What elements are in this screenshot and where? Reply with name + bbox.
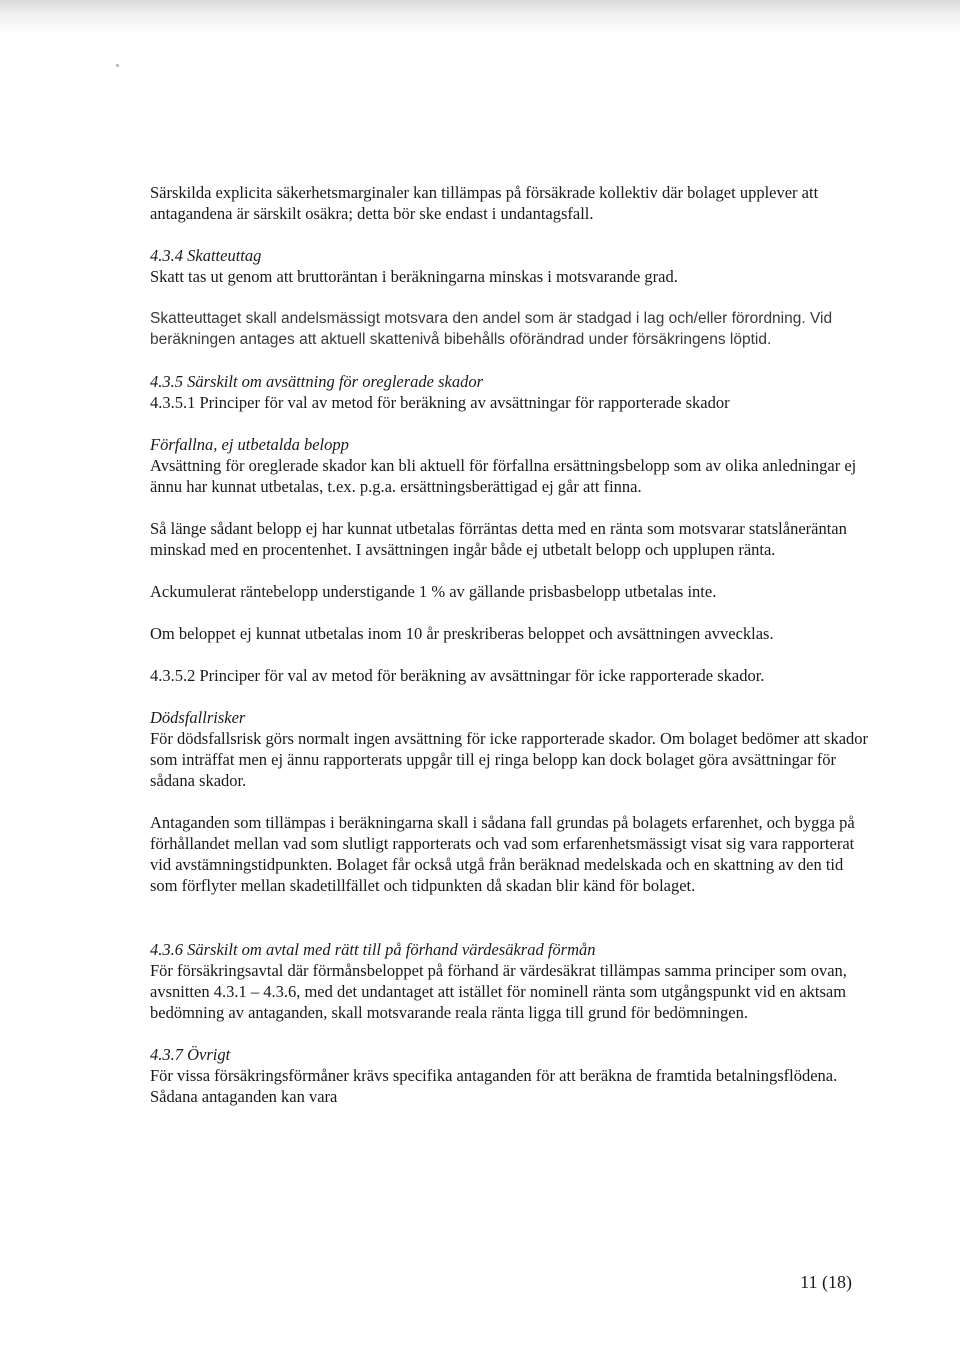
- page-number: 11 (18): [800, 1272, 852, 1292]
- section-4-3-4-body: Skatt tas ut genom att bruttoräntan i beräkningarna minskas i motsvarande grad.: [150, 267, 678, 286]
- section-4-3-6-body: För försäkringsavtal där förmånsbeloppet på förhand är värdesäkrat tillämpas samma principer som ovan, avsnitten 4.3.1 – 4.3.6, med det undantaget att istället för nominell ränta som utgångspunkt vid en aktsam bedömning av antaganden, skall motsvarande reala ränta ligga till grund för bedömningen.: [150, 961, 847, 1022]
- subsection-heading-4-3-5-2: 4.3.5.2 Principer för val av metod för beräkning av avsättningar för icke rapporterade skador.: [150, 666, 765, 685]
- page-content: [150, 182, 870, 1107]
- section-heading-4-3-4: 4.3.4 Skatteuttag: [150, 246, 262, 265]
- scan-edge: [0, 0, 960, 34]
- dodsfall-paragraph: För dödsfallsrisk görs normalt ingen avsättning för icke rapporterade skador. Om bolaget bedömer att skador som inträffat men ej ännu rapporterats uppgår till ej ringa belopp kan dock bolaget göra avsättningar för sådana skador.: [150, 729, 869, 790]
- intro-paragraph: Särskilda explicita säkerhetsmarginaler kan tillämpas på försäkrade kollektiv där bolaget upplever att antagandena är särskilt osäkra; detta bör ske endast i undantagsfall.: [150, 183, 819, 223]
- section-4-3-7-body: För vissa försäkringsförmåner krävs specifika antaganden för att beräkna de framtida betalningsflödena. Sådana antaganden kan vara: [150, 1066, 838, 1106]
- subsection-heading-4-3-5-1: 4.3.5.1 Principer för val av metod för beräkning av avsättningar för rapporterade skador: [150, 393, 730, 412]
- preskriberas-paragraph: Om beloppet ej kunnat utbetalas inom 10 år preskriberas beloppet och avsättningen avvecklas.: [150, 624, 774, 643]
- ranta-paragraph: Så länge sådant belopp ej har kunnat utbetalas förräntas detta med en ränta som motsvarar statslåneräntan minskad med en procentenhet. I avsättningen ingår både ej utbetalt belopp och upplupen ränta.: [150, 519, 847, 559]
- forfallna-heading: Förfallna, ej utbetalda belopp: [150, 435, 349, 454]
- antaganden-paragraph: Antaganden som tillämpas i beräkningarna skall i sådana fall grundas på bolagets erfarenhet, och bygga på förhållandet mellan vad som slutligt rapporterats och vad som erfarenhetsmässigt visat sig vara rapporterat vid avstämningstidpunkten. Bolaget får också utgå från beräknad medelskada och en skattning av den tid som förflyter mellan skadetillfället och tidpunkten då skadan blir känd för bolaget.: [150, 813, 855, 895]
- ackumulerat-paragraph: Ackumulerat räntebelopp understigande 1 % av gällande prisbasbelopp utbetalas inte.: [150, 582, 717, 601]
- forfallna-paragraph: Avsättning för oreglerade skador kan bli aktuell för förfallna ersättningsbelopp som av olika anledningar ej ännu har kunnat utbetalas, t.ex. p.g.a. ersättningsberättigad ej går att finna.: [150, 456, 857, 496]
- section-heading-4-3-6: 4.3.6 Särskilt om avtal med rätt till på förhand värdesäkrad förmån: [150, 940, 596, 959]
- section-4-3-4-body-2: Skatteuttaget skall andelsmässigt motsvara den andel som är stadgad i lag och/eller förordning. Vid beräkningen antages att aktuell skattenivå bibehålls oförändrad under försäkringens löptid.: [150, 310, 833, 348]
- section-heading-4-3-5: 4.3.5 Särskilt om avsättning för oreglerade skador: [150, 372, 484, 391]
- scan-speck: [116, 64, 119, 67]
- dodsfall-heading: Dödsfallrisker: [150, 708, 246, 727]
- section-heading-4-3-7: 4.3.7 Övrigt: [150, 1045, 231, 1064]
